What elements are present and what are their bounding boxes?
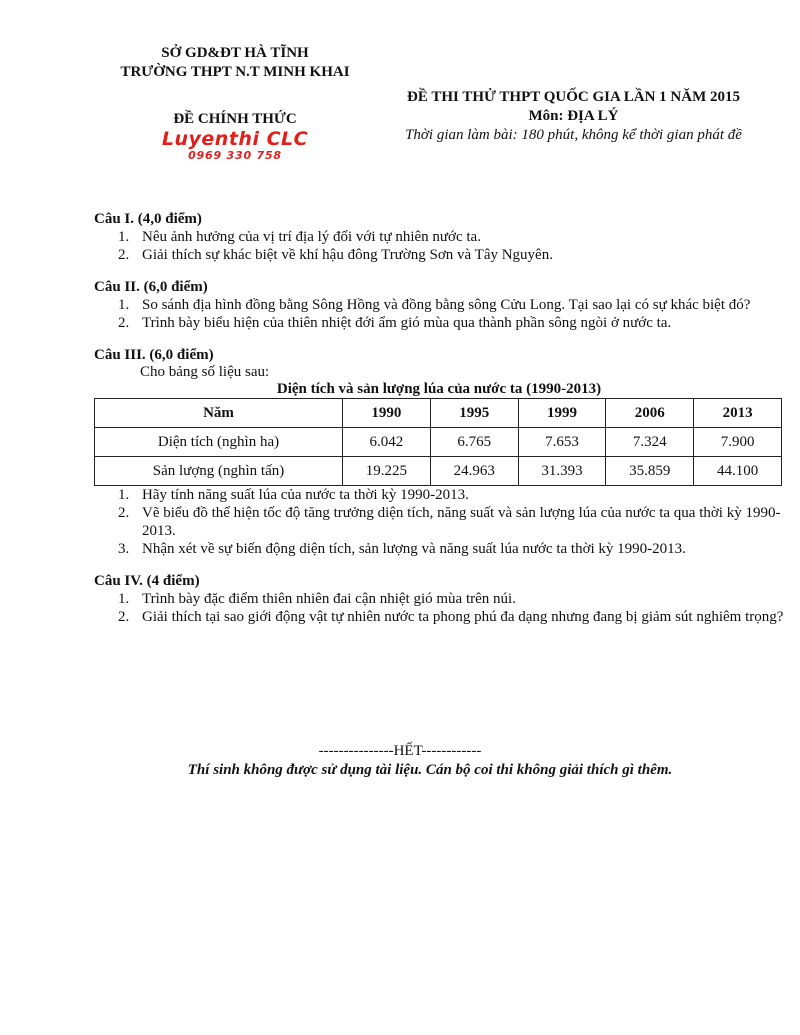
item-number: 1. [118, 487, 130, 503]
table-cell: 35.859 [606, 457, 694, 486]
table-cell: 7.900 [694, 428, 782, 457]
question-3 [94, 346, 784, 558]
item-number: 2. [118, 505, 130, 521]
table-cell: Sản lượng (nghìn tấn) [95, 457, 343, 486]
question-title: Câu II. (6,0 điểm) [94, 279, 208, 295]
footer [0, 742, 800, 780]
table-cell: 31.393 [518, 457, 606, 486]
brand-logo [90, 130, 380, 161]
question-items [118, 590, 784, 626]
item-text: Hãy tính năng suất lúa của nước ta thời kỳ 1990-2013. [142, 487, 469, 503]
list-item [118, 608, 784, 626]
table-header-cell: 2006 [606, 399, 694, 428]
header-right [376, 88, 771, 145]
item-text: Trình bày biểu hiện của thiên nhiệt đới ẩm gió mùa qua thành phần sông ngòi ở nước ta. [142, 315, 672, 331]
table-title: Diện tích và sản lượng lúa của nước ta (1990-2013) [276, 381, 602, 397]
school-name: TRƯỜNG THPT N.T MINH KHAI [120, 64, 350, 80]
table-row [95, 457, 782, 486]
list-item [118, 590, 784, 608]
list-item [118, 296, 784, 314]
question-title: Câu IV. (4 điểm) [94, 573, 200, 589]
table-header-row [95, 399, 782, 428]
item-text: So sánh địa hình đồng bằng Sông Hồng và đồng bằng sông Cửu Long. Tại sao lại có sự khác biệt đó? [142, 297, 751, 313]
question-items [118, 486, 784, 558]
item-number: 2. [118, 315, 130, 331]
brand-name: Luyenthi CLC [161, 128, 309, 150]
item-number: 2. [118, 247, 130, 263]
department-name: SỞ GD&ĐT HÀ TĨNH [161, 45, 309, 61]
item-text: Vẽ biểu đồ thể hiện tốc độ tăng trưởng diện tích, năng suất và sản lượng lúa của nước ta qua thời kỳ 1990-2013. [142, 505, 781, 539]
item-text: Giải thích sự khác biệt về khí hậu đông Trường Sơn và Tây Nguyên. [142, 247, 553, 263]
table-row [95, 428, 782, 457]
table-cell: 19.225 [343, 457, 431, 486]
table-cell: 24.963 [430, 457, 518, 486]
table-cell: Diện tích (nghìn ha) [95, 428, 343, 457]
table-header-cell: 1990 [343, 399, 431, 428]
subject: Môn: ĐỊA LÝ [528, 108, 619, 124]
item-number: 3. [118, 541, 130, 557]
item-text: Giải thích tại sao giới động vật tự nhiên nước ta phong phú đa dạng nhưng đang bị giảm sút nghiêm trọng? [142, 609, 784, 625]
question-4 [94, 572, 784, 626]
question-intro: Cho bảng số liệu sau: [140, 364, 270, 380]
table-cell: 6.042 [343, 428, 431, 457]
table-header-cell: 2013 [694, 399, 782, 428]
question-title: Câu III. (6,0 điểm) [94, 347, 214, 363]
list-item [118, 246, 784, 264]
table-header-cell: 1995 [430, 399, 518, 428]
table-header-cell: 1999 [518, 399, 606, 428]
table-cell: 7.653 [518, 428, 606, 457]
item-text: Nhận xét về sự biến động diện tích, sản lượng và năng suất lúa nước ta thời kỳ 1990-2013. [142, 541, 686, 557]
question-items [118, 228, 784, 264]
footer-note: Thí sinh không được sử dụng tài liệu. Cán bộ coi thi không giải thích gì thêm. [187, 762, 673, 778]
list-item [118, 540, 784, 558]
exam-content [94, 210, 784, 640]
header-left [90, 44, 380, 161]
exam-title: ĐỀ THI THỬ THPT QUỐC GIA LẦN 1 NĂM 2015 [407, 89, 740, 105]
table-cell: 44.100 [694, 457, 782, 486]
exam-time: Thời gian làm bài: 180 phút, không kể thời gian phát đề [405, 127, 742, 143]
list-item [118, 504, 784, 540]
question-items [118, 296, 784, 332]
brand-phone: 0969 330 758 [188, 149, 282, 162]
item-text: Nêu ảnh hưởng của vị trí địa lý đối với tự nhiên nước ta. [142, 229, 481, 245]
list-item [118, 314, 784, 332]
end-marker: ---------------HẾT------------ [318, 743, 482, 759]
table-cell: 6.765 [430, 428, 518, 457]
table-header-cell: Năm [95, 399, 343, 428]
data-table [94, 398, 782, 486]
question-title: Câu I. (4,0 điểm) [94, 211, 202, 227]
item-number: 1. [118, 591, 130, 607]
official-label: ĐỀ CHÍNH THỨC [173, 111, 297, 127]
item-text: Trình bày đặc điểm thiên nhiên đai cận nhiệt gió mùa trên núi. [142, 591, 516, 607]
question-2 [94, 278, 784, 332]
list-item [118, 486, 784, 504]
question-1 [94, 210, 784, 264]
item-number: 1. [118, 229, 130, 245]
item-number: 1. [118, 297, 130, 313]
list-item [118, 228, 784, 246]
item-number: 2. [118, 609, 130, 625]
table-cell: 7.324 [606, 428, 694, 457]
